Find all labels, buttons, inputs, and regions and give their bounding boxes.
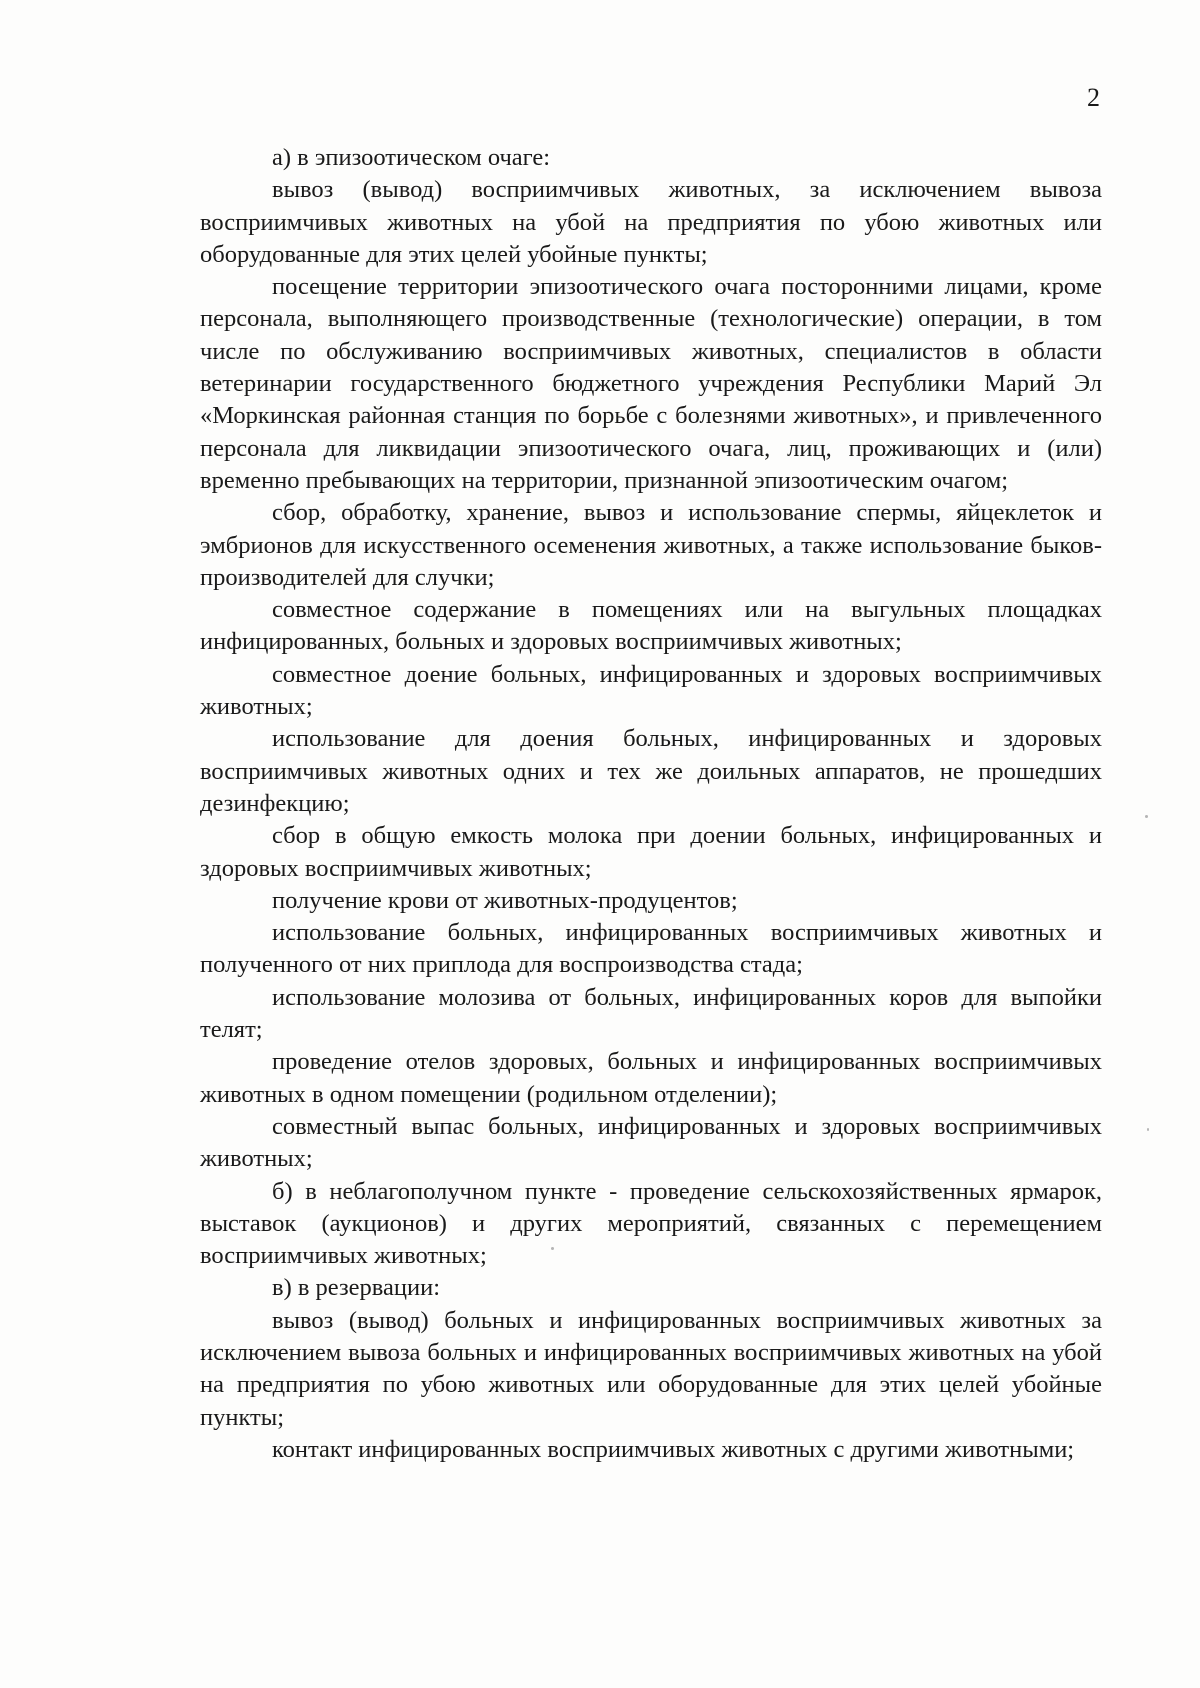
paragraph: сбор в общую емкость молока при доении больных, инфицированных и здоровых восприимчивых животных; bbox=[200, 822, 1102, 882]
paragraph: сбор, обработку, хранение, вывоз и использование спермы, яйцеклеток и эмбрионов для искусственного осеменения животных, а также использование быков-производителей для случки; bbox=[200, 499, 1102, 591]
paragraph-section-a: а) в эпизоотическом очаге: bbox=[272, 144, 551, 171]
paragraph: совместное доение больных, инфицированных и здоровых восприимчивых животных; bbox=[200, 660, 1102, 721]
scan-speck bbox=[551, 1247, 554, 1250]
paragraph: использование для доения больных, инфицированных и здоровых восприимчивых животных одних и тех же доильных аппаратов, не прошедших дезинфекцию; bbox=[200, 725, 1102, 817]
paragraph: совместное содержание в помещениях или на выгульных площадках инфицированных, больных и здоровых восприимчивых животных; bbox=[200, 596, 1102, 656]
document-body bbox=[200, 142, 1102, 1466]
paragraph-section-b: б) в неблагополучном пункте - проведение сельскохозяйственных ярмарок, выставок (аукционов) и других мероприятий, связанных с перемещением восприимчивых животных; bbox=[200, 1177, 1102, 1270]
paragraph: посещение территории эпизоотического очага посторонними лицами, кроме персонала, выполняющего производственные (технологические) операции, в том числе по обслуживанию восприимчивых животных, специалистов в области ветеринарии государственного бюджетного учреждения Республики Марий Эл «Моркинская районная станция по борьбе с болезнями животных», и привлеченного персонала для ликвидации эпизоотического очага, лиц, проживающих и (или) временно пребывающих на территории, признанной эпизоотическим очагом; bbox=[200, 273, 1102, 494]
paragraph: использование больных, инфицированных восприимчивых животных и полученного от них приплода для воспроизводства стада; bbox=[200, 919, 1102, 979]
scan-speck bbox=[1147, 1128, 1149, 1131]
page-number: 2 bbox=[1087, 83, 1100, 112]
paragraph: использование молозива от больных, инфицированных коров для выпойки телят; bbox=[200, 983, 1102, 1044]
paragraph: вывоз (вывод) восприимчивых животных, за исключением вывоза восприимчивых животных на убой на предприятия по убою животных или оборудованные для этих целей убойные пункты; bbox=[200, 176, 1102, 268]
paragraph: проведение отелов здоровых, больных и инфицированных восприимчивых животных в одном помещении (родильном отделении); bbox=[200, 1048, 1102, 1108]
scan-speck bbox=[1145, 815, 1148, 818]
paragraph: совместный выпас больных, инфицированных и здоровых восприимчивых животных; bbox=[200, 1112, 1102, 1173]
paragraph-section-v: в) в резервации: bbox=[272, 1274, 441, 1302]
paragraph: контакт инфицированных восприимчивых животных с другими животными; bbox=[272, 1435, 1075, 1463]
paragraph: получение крови от животных-продуцентов; bbox=[272, 886, 738, 914]
paragraph: вывоз (вывод) больных и инфицированных восприимчивых животных за исключением вывоза больных и инфицированных восприимчивых животных на убой на предприятия по убою животных или оборудованные для этих целей убойные пункты; bbox=[200, 1306, 1102, 1431]
